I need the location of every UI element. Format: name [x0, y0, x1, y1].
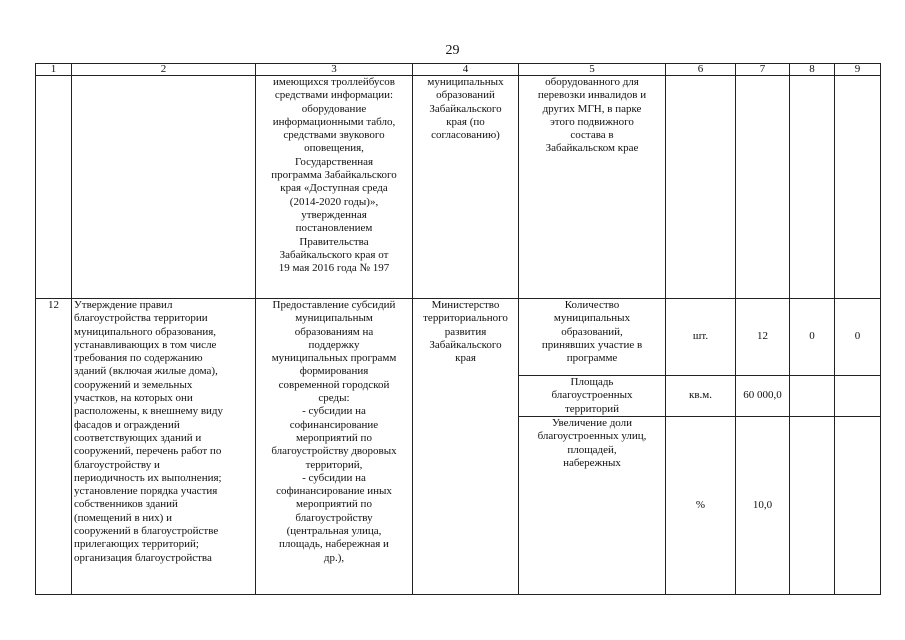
text-line: 19 мая 2016 года № 197: [278, 262, 390, 275]
row-number-cell: 12: [36, 299, 72, 595]
column-number: 3: [256, 64, 413, 76]
text-line: периодичность их выполнения;: [74, 471, 222, 484]
text-line: набережных: [563, 456, 621, 469]
funding-cell: [256, 76, 413, 299]
value-cell: [835, 376, 881, 417]
text-line: Правительства: [299, 235, 369, 248]
column-number: 4: [413, 64, 519, 76]
text-line: расположены, к внешнему виду: [74, 405, 224, 418]
indicator-cell: [519, 417, 666, 595]
text-line: софинансирование: [289, 418, 379, 431]
text-line: муниципальных программ: [271, 352, 397, 365]
text-line: перевозки инвалидов и: [537, 89, 647, 102]
unit-cell: %: [666, 417, 736, 595]
text-line: имеющихся троллейбусов: [273, 76, 395, 88]
text-line: Забайкальского: [429, 338, 502, 351]
text-line: участков, на которых они: [74, 392, 193, 405]
unit-cell: шт.: [666, 299, 736, 376]
column-number: 1: [36, 64, 72, 76]
text-line: современной городской: [278, 378, 390, 391]
funding-cell: [256, 299, 413, 595]
text-line: программе: [566, 352, 618, 365]
text-line: информационными табло,: [272, 115, 396, 128]
column-number: 8: [790, 64, 835, 76]
row-number-cell: [36, 76, 72, 299]
text-line: Забайкальского края от: [279, 248, 389, 261]
text-line: Забайкальском крае: [545, 142, 639, 155]
text-line: площадей,: [567, 443, 617, 456]
text-line: - субсидии на: [302, 471, 366, 484]
text-line: мероприятий по: [296, 431, 372, 444]
value-cell: 12: [736, 299, 790, 376]
text-line: этого подвижного: [550, 115, 634, 128]
column-number: 7: [736, 64, 790, 76]
value-cell: 60 000,0: [736, 376, 790, 417]
column-number: 2: [72, 64, 256, 76]
text-line: площадь, набережная и: [279, 538, 389, 551]
text-line: благоустройству и: [74, 458, 160, 471]
text-line: края «Доступная среда: [280, 182, 388, 195]
text-line: территорий,: [305, 458, 363, 471]
text-line: зданий (включая жилые дома),: [74, 365, 218, 378]
text-line: благоустроенных: [551, 389, 633, 402]
text-line: образований: [436, 89, 495, 102]
text-line: Государственная: [294, 155, 374, 168]
table-row-continued: [36, 76, 881, 299]
page-number: 29: [445, 43, 460, 58]
unit-cell: кв.м.: [666, 376, 736, 417]
text-line: образованиям на: [294, 325, 374, 338]
text-line: среды:: [318, 392, 350, 405]
text-line: мероприятий по: [296, 498, 372, 511]
text-line: софинансирование иных: [276, 485, 392, 498]
text-line: состава в: [570, 129, 614, 142]
text-line: фасадов и ограждений: [74, 418, 180, 431]
indicator-cell: [519, 299, 666, 376]
column-number-row: [36, 64, 881, 76]
text-line: соответствующих зданий и: [74, 431, 202, 444]
text-line: (2014-2020 годы)»,: [289, 195, 379, 208]
text-line: территорий: [564, 402, 619, 415]
text-line: благоустройства территории: [74, 312, 208, 325]
text-line: средствами информации:: [274, 89, 394, 102]
text-line: сооружений в благоустройстве: [74, 525, 219, 538]
text-line: собственников зданий: [74, 498, 178, 511]
executor-cell: [413, 299, 519, 595]
measure-cell: [72, 76, 256, 299]
activities-table: [35, 63, 881, 595]
text-line: (помещений в них) и: [74, 511, 172, 524]
text-line: Забайкальского: [429, 102, 502, 115]
text-line: оборудованного для: [545, 76, 639, 88]
measure-cell: [72, 299, 256, 595]
text-line: утвержденная: [301, 208, 367, 221]
value-cell: [736, 76, 790, 299]
value-cell: [835, 417, 881, 595]
text-line: согласованию): [431, 129, 500, 142]
indicator-cell: [519, 376, 666, 417]
text-line: Площадь: [570, 376, 614, 388]
text-line: требования по содержанию: [74, 352, 203, 365]
executor-cell: [413, 76, 519, 299]
column-number: 9: [835, 64, 881, 76]
text-line: муниципальных: [427, 76, 504, 88]
text-line: (центральная улица,: [286, 525, 382, 538]
text-line: постановлением: [295, 222, 373, 235]
text-line: Количество: [564, 299, 620, 311]
unit-cell: [666, 76, 736, 299]
text-line: оповещения,: [304, 142, 364, 155]
text-line: программа Забайкальского: [271, 169, 397, 182]
text-line: установление порядка участия: [74, 485, 218, 498]
text-line: края: [455, 352, 476, 365]
value-cell: [790, 76, 835, 299]
text-line: сооружений и земельных: [74, 378, 193, 391]
text-line: принявших участие в: [541, 338, 643, 351]
text-line: Предоставление субсидий: [272, 299, 396, 311]
value-cell: 0: [835, 299, 881, 376]
table-row-12: [36, 299, 881, 376]
value-cell: [790, 417, 835, 595]
text-line: поддержку: [308, 338, 360, 351]
text-line: благоустройству дворовых: [271, 445, 397, 458]
text-line: образований,: [561, 325, 623, 338]
text-line: сооружений, перечень работ по: [74, 445, 222, 458]
text-line: Министерство: [431, 299, 500, 311]
text-line: организация благоустройства: [74, 551, 212, 564]
text-line: других МГН, в парке: [542, 102, 642, 115]
text-line: оборудование: [301, 102, 367, 115]
text-line: прилегающих территорий;: [74, 538, 199, 551]
text-line: развития: [444, 325, 487, 338]
value-cell: [790, 376, 835, 417]
text-line: территориального: [423, 312, 508, 325]
text-line: средствами звукового: [283, 129, 385, 142]
text-line: устанавливающих в том числе: [74, 338, 217, 351]
column-number: 5: [519, 64, 666, 76]
indicator-cell: [519, 76, 666, 299]
text-line: Увеличение доли: [551, 417, 633, 429]
text-line: Утверждение правил: [74, 299, 173, 311]
value-cell: [835, 76, 881, 299]
column-number: 6: [666, 64, 736, 76]
text-line: - субсидии на: [302, 405, 366, 418]
text-line: муниципальным: [295, 312, 373, 325]
text-line: формирования: [299, 365, 369, 378]
text-line: благоустроенных улиц,: [537, 430, 647, 443]
text-line: др.),: [323, 551, 345, 564]
text-line: муниципального образования,: [74, 325, 217, 338]
text-line: благоустройству: [295, 511, 373, 524]
text-line: муниципальных: [553, 312, 631, 325]
value-cell: 10,0: [736, 417, 790, 595]
text-line: края (по: [446, 115, 485, 128]
value-cell: 0: [790, 299, 835, 376]
